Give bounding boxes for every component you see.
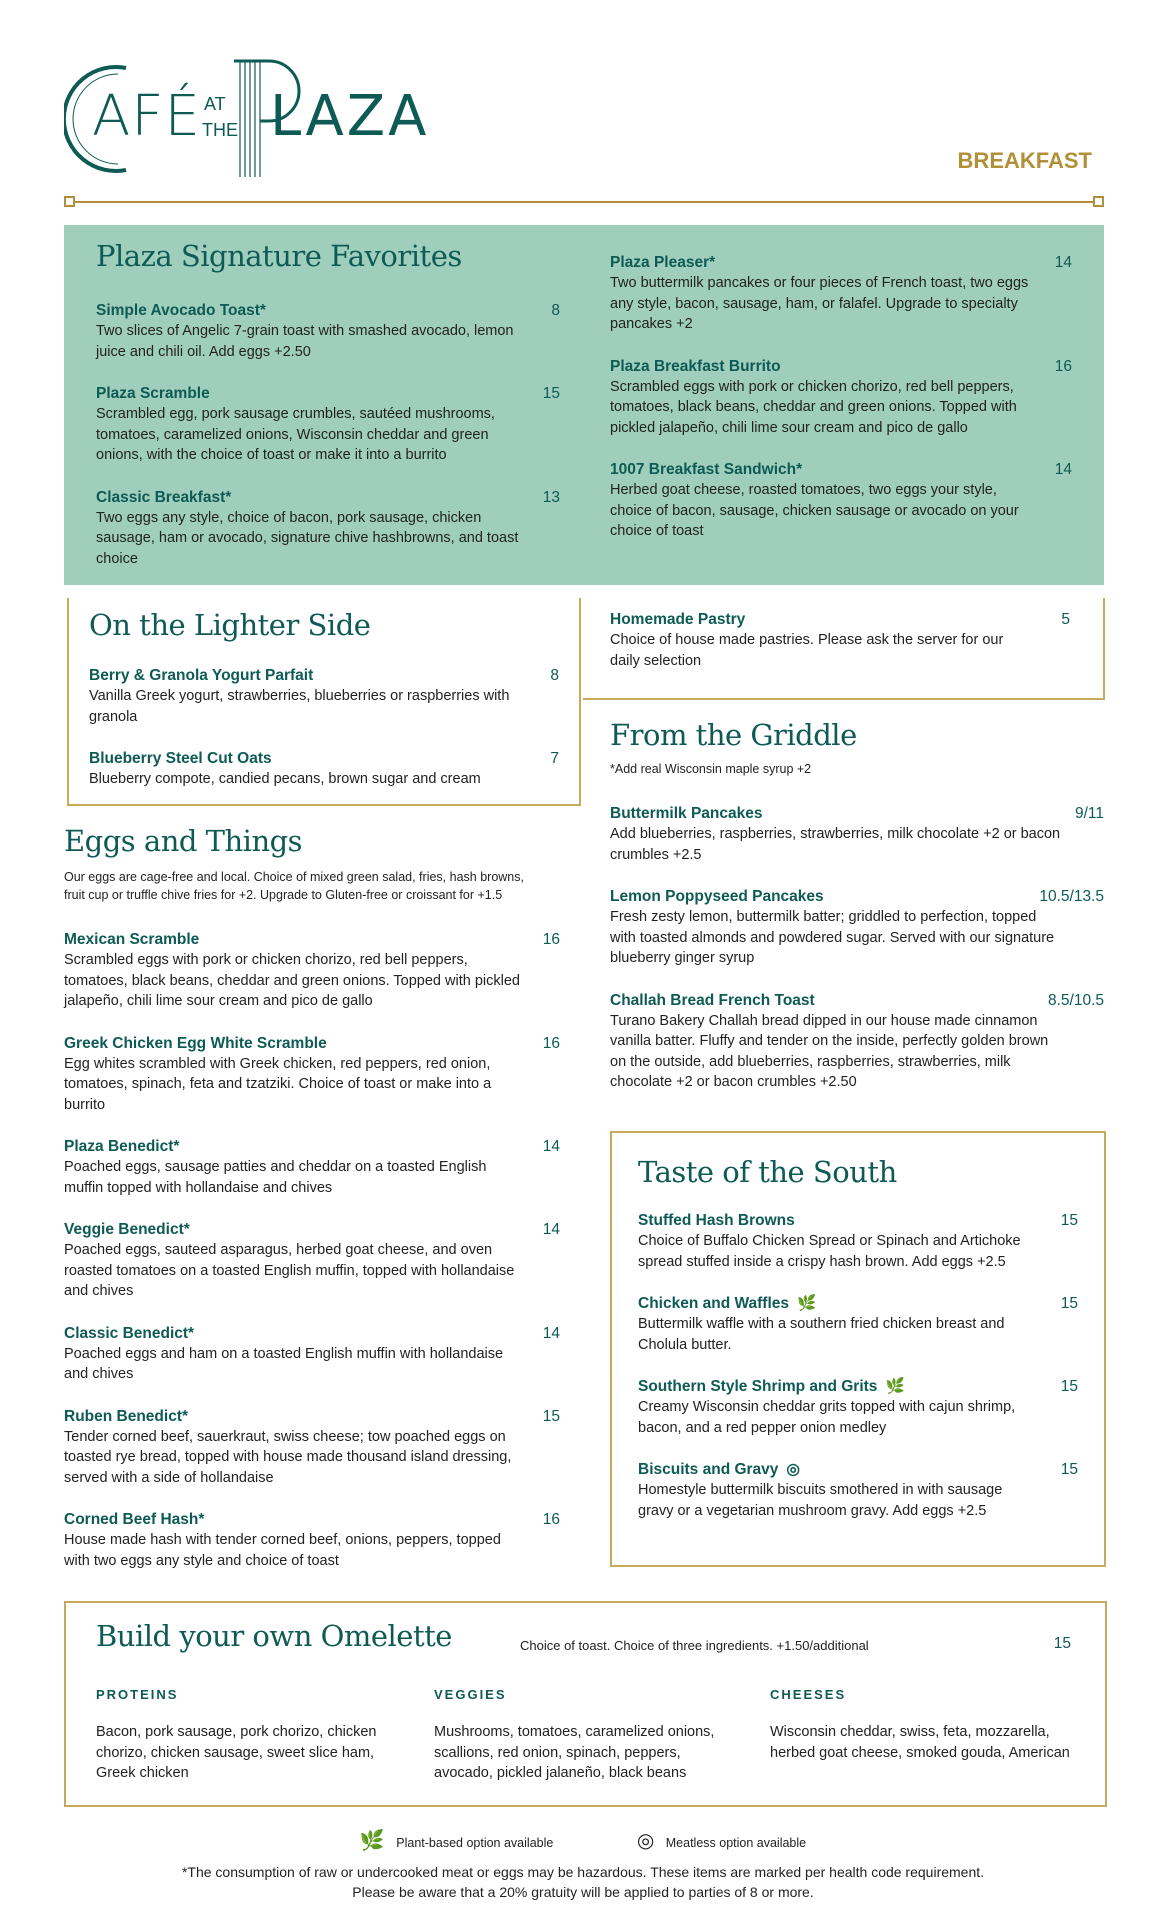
menu-item: Simple Avocado Toast* 8 Two slices of Angelic 7-grain toast with smashed avocado, lemon juice and chili oil. Add eggs +2.50 — [96, 302, 560, 360]
section-title: On the Lighter Side — [89, 608, 371, 642]
menu-item: Greek Chicken Egg White Scramble 16 Egg whites scrambled with Greek chicken, red peppers, red onion, tomatoes, spinach, feta and tzatziki. Choice of toast or make into a burrito — [64, 1034, 560, 1113]
pastry-box — [583, 598, 1105, 700]
menu-item: 1007 Breakfast Sandwich* 14 Herbed goat cheese, roasted tomatoes, two eggs your style, choice of bacon, sausage, chicken sausage or avocado on your choice of toast — [610, 461, 1072, 539]
menu-item: Veggie Benedict* 14 Poached eggs, sauteed asparagus, herbed goat cheese, and oven roasted tomatoes on a toasted English muffin, topped with hollandaise and chives — [64, 1221, 560, 1299]
section-title: Plaza Signature Favorites — [96, 239, 462, 273]
omelette-section — [64, 1601, 1107, 1807]
column-heading: VEGGIES — [434, 1687, 507, 1702]
plant-icon: 🌿 — [797, 1295, 817, 1312]
menu-item: Mexican Scramble 16 Scrambled eggs with pork or chicken chorizo, red bell peppers, tomatoes, black beans, cheddar and green onions. Topped with pickled jalapeño, chili lime sour cream and pico de gallo — [64, 931, 560, 1009]
menu-item: Plaza Scramble 15 Scrambled egg, pork sausage crumbles, sautéed mushrooms, tomatoes, caramelized onions, Wisconsin cheddar and green onions, with the choice of toast or make it into a burrito — [96, 385, 560, 463]
logo — [64, 58, 444, 180]
meatless-icon: ◎ — [786, 1461, 800, 1479]
menu-label: BREAKFAST — [957, 148, 1092, 173]
menu-item: Biscuits and Gravy ◎ 15 Homestyle buttermilk biscuits smothered in with sausage gravy or a vegetarian mushroom gravy. Add eggs +2.5 — [638, 1461, 1078, 1519]
logo-text-the: THE — [202, 120, 238, 140]
menu-item: Plaza Benedict* 14 Poached eggs, sausage patties and cheddar on a toasted English muffin topped with hollandaise and chives — [64, 1138, 560, 1196]
south-section — [610, 1131, 1106, 1567]
menu-item: Chicken and Waffles 🌿 15 Buttermilk waffle with a southern fried chicken breast and Cholula butter. — [638, 1295, 1078, 1353]
column-heading: CHEESES — [770, 1687, 847, 1702]
section-title: Build your own Omelette — [96, 1619, 452, 1653]
meatless-icon: ◎ — [636, 1830, 655, 1852]
menu-item: Lemon Poppyseed Pancakes 10.5/13.5 Fresh zesty lemon, buttermilk batter; griddled to perfection, topped with toasted almonds and powdered sugar. Served with our signature blueberry ginger syrup — [610, 888, 1104, 966]
column-text: Mushrooms, tomatoes, caramelized onions, scallions, red onion, spinach, peppers, avocado, pickled jalaneño, black beans — [434, 1724, 715, 1781]
column-heading: PROTEINS — [96, 1687, 179, 1702]
menu-item: Classic Breakfast* 13 Two eggs any style, choice of bacon, pork sausage, chicken sausage, ham or avocado, signature chive hashbrowns, and toast choice — [96, 488, 560, 567]
omelette-price: 15 — [1053, 1635, 1071, 1652]
menu-item: Blueberry Steel Cut Oats 7 Blueberry compote, candied pecans, brown sugar and cream — [89, 750, 559, 787]
logo-text-cafe: AFÉ — [92, 84, 201, 149]
griddle-section — [610, 718, 1104, 1115]
menu-item: Challah Bread French Toast 8.5/10.5 Turano Bakery Challah bread dipped in our house made cinnamon vanilla batter. Fluffy and tender on the inside, perfectly golden brown on the outside, add blueberries, raspberries, strawberries, milk chocolate +2 or bacon crumbles +2.50 — [610, 991, 1104, 1090]
legend-meatless: Meatless option available — [665, 1836, 807, 1850]
eggs-section — [64, 824, 560, 1593]
footer-line: *The consumption of raw or undercooked meat or eggs may be hazardous. These items are marked per health code requirement. — [181, 1864, 985, 1880]
legend — [0, 1828, 1166, 1853]
plant-icon: 🌿 — [885, 1378, 905, 1396]
menu-item: Stuffed Hash Browns 15 Choice of Buffalo Chicken Spread or Spinach and Artichoke spread stuffed inside a crispy hash brown. Add eggs +2.5 — [638, 1212, 1078, 1270]
column-text: Wisconsin cheddar, swiss, feta, mozzarella, herbed goat cheese, smoked gouda, American — [770, 1724, 1070, 1761]
section-note: *Add real Wisconsin maple syrup +2 — [610, 762, 812, 776]
lighter-section — [67, 598, 581, 806]
menu-item: Homemade Pastry 5 Choice of house made pastries. Please ask the server for our daily selection — [610, 611, 1070, 669]
menu-item: Classic Benedict* 14 Poached eggs and ham on a toasted English muffin with hollandaise and chives — [64, 1324, 560, 1382]
menu-item: Ruben Benedict* 15 Tender corned beef, sauerkraut, swiss cheese; tow poached eggs on toasted rye bread, topped with house made thousand island dressing, served with a side of hollandaise — [64, 1407, 560, 1486]
legend-plant: Plant-based option available — [396, 1836, 554, 1850]
plant-icon: 🌿 — [359, 1830, 385, 1852]
signature-section — [64, 225, 1104, 585]
footer-line: Please be aware that a 20% gratuity will be applied to parties of 8 or more. — [352, 1884, 814, 1900]
menu-item: Plaza Pleaser* 14 Two buttermilk pancakes or four pieces of French toast, two eggs any style, bacon, sausage, ham, or falafel. Upgrade to specialty pancakes +2 — [610, 254, 1072, 332]
header-divider — [64, 196, 1104, 208]
menu-item: Corned Beef Hash* 16 House made hash with tender corned beef, onions, peppers, topped with two eggs any style and choice of toast — [64, 1511, 560, 1569]
section-note: Our eggs are cage-free and local. Choice of mixed green salad, fries, hash browns, fruit cup or truffle chive fries for +2. Upgrade to Gluten-free or croissant for +1.5 — [64, 870, 524, 902]
section-title: Eggs and Things — [64, 824, 303, 858]
section-title: Taste of the South — [638, 1155, 897, 1189]
footer-note — [0, 1862, 1166, 1902]
logo-text-at: AT — [204, 94, 226, 114]
omelette-note: Choice of toast. Choice of three ingredients. +1.50/additional — [520, 1638, 869, 1653]
menu-item: Berry & Granola Yogurt Parfait 8 Vanilla Greek yogurt, strawberries, blueberries or raspberries with granola — [89, 667, 559, 725]
column-text: Bacon, pork sausage, pork chorizo, chicken chorizo, chicken sausage, sweet slice ham, Greek chicken — [96, 1724, 377, 1781]
logo-text-plaza: LAZA — [270, 84, 430, 149]
menu-item: Southern Style Shrimp and Grits 🌿 15 Creamy Wisconsin cheddar grits topped with cajun shrimp, bacon, and a red pepper onion medley — [638, 1378, 1078, 1436]
menu-item: Buttermilk Pancakes 9/11 Add blueberries, raspberries, strawberries, milk chocolate +2 or bacon crumbles +2.5 — [610, 805, 1104, 863]
section-title: From the Griddle — [610, 718, 857, 752]
menu-item: Plaza Breakfast Burrito 16 Scrambled eggs with pork or chicken chorizo, red bell peppers, tomatoes, black beans, cheddar and green onions. Topped with pickled jalapeño, chili lime sour cream and pico de gallo — [610, 357, 1072, 436]
